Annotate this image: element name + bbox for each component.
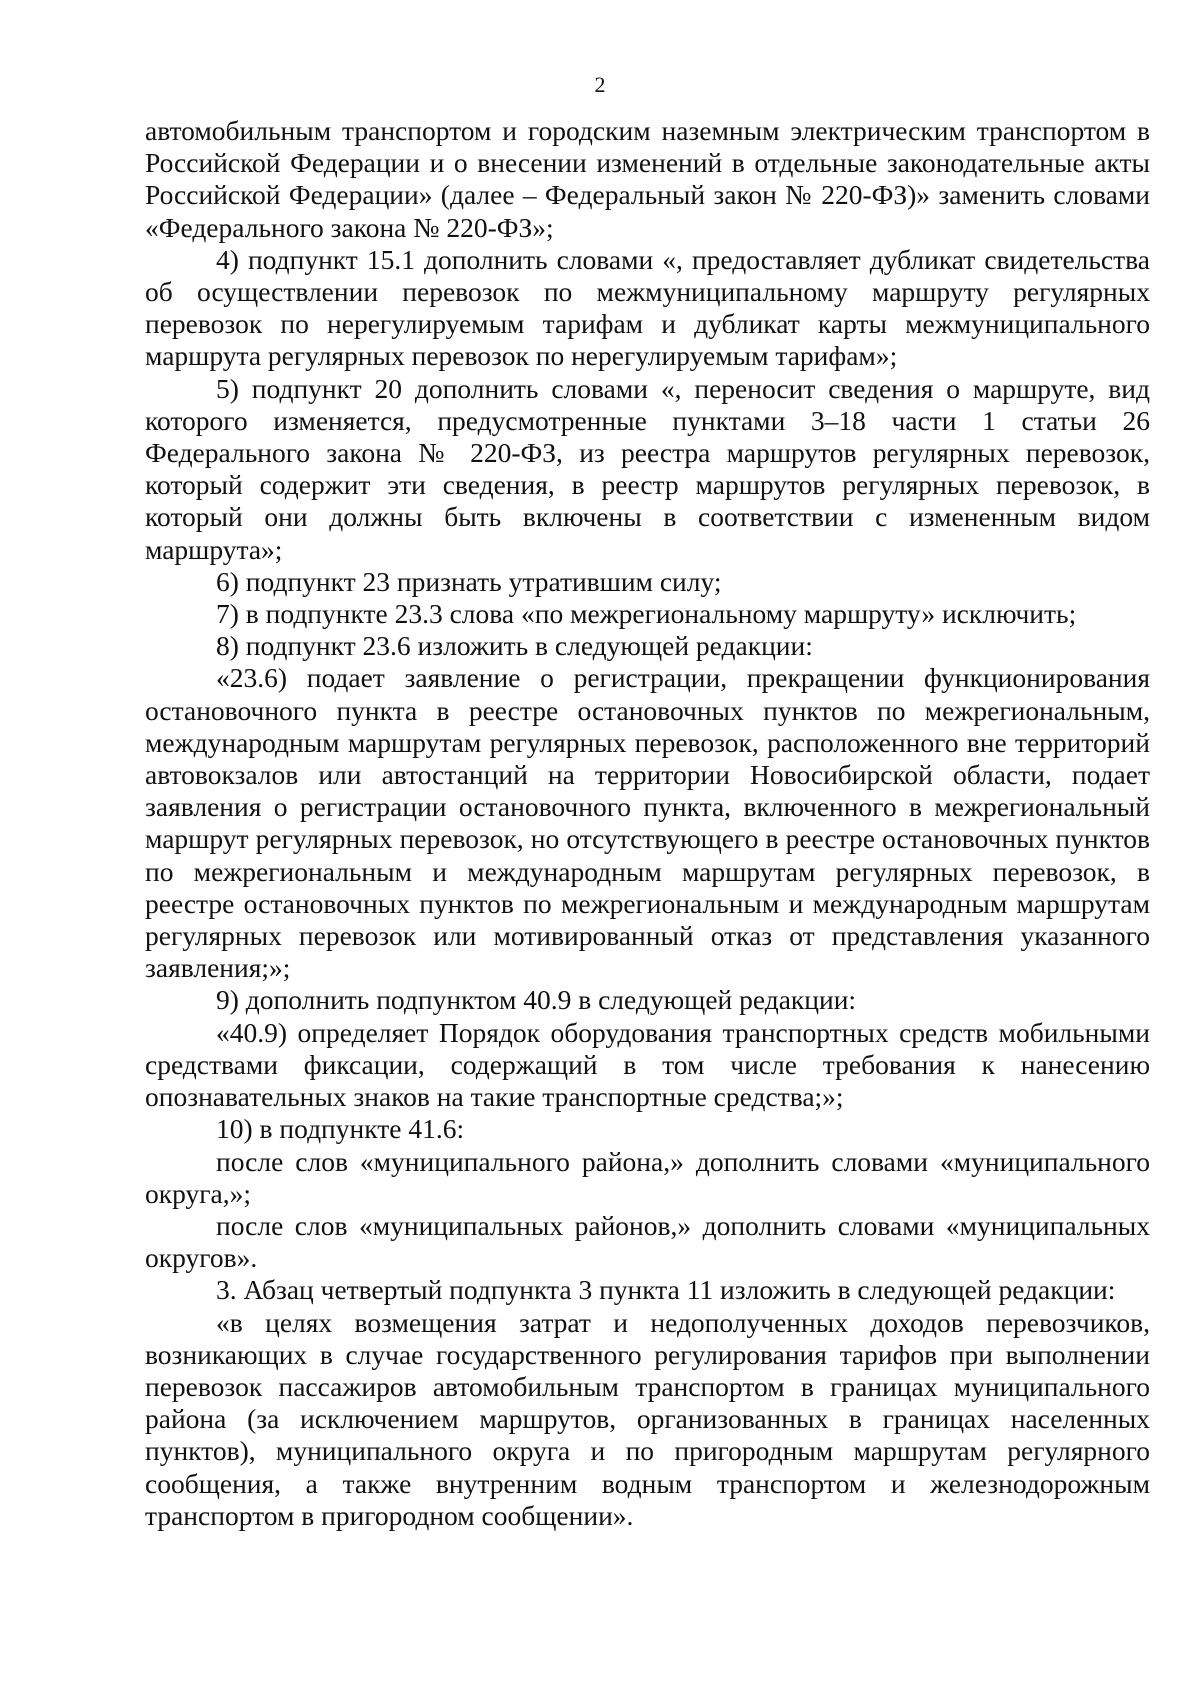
- paragraph: 7) в подпункте 23.3 слова «по межрегиональному маршруту» исключить;: [216, 598, 1077, 630]
- paragraph: 5) подпункт 20 дополнить словами «, переносит сведения о маршруте, вид которого изменяется, предусмотренные пунктами 3–18 части 1 статьи 26 Федерального закона № 220-ФЗ, из реестра маршрутов регулярных перевозок, который содержит эти сведения, в реестр маршрутов регулярных перевозок, в который они должны быть включены в соответствии с измененным видом маршрута»;: [145, 372, 1150, 565]
- paragraph: 8) подпункт 23.6 изложить в следующей редакции:: [216, 630, 813, 662]
- paragraph: 10) в подпункте 41.6:: [216, 1113, 465, 1145]
- paragraph: «в целях возмещения затрат и недополученных доходов перевозчиков, возникающих в случае государственного регулирования тарифов при выполнении перевозок пассажиров автомобильным транспортом в границах муниципального района (за исключением маршрутов, организованных в границах населенных пунктов), муниципального округа и по пригородным маршрутам регулярного сообщения, а также внутренним водным транспортом и железнодорожным транспортом в пригородном сообщении».: [145, 1306, 1150, 1531]
- page-number: 2: [594, 72, 606, 97]
- paragraph: 9) дополнить подпунктом 40.9 в следующей редакции:: [216, 984, 857, 1016]
- paragraph: 4) подпункт 15.1 дополнить словами «, предоставляет дубликат свидетельства об осуществлении перевозок по межмуниципальному маршруту регулярных перевозок по нерегулируемым тарифам и дубликат карты межмуниципального маршрута регулярных перевозок по нерегулируемым тарифам»;: [145, 243, 1150, 372]
- paragraph: автомобильным транспортом и городским наземным электрическим транспортом в Российской Федерации и о внесении изменений в отдельные законодательные акты Российской Федерации» (далее – Федеральный закон № 220-ФЗ)» заменить словами «Федерального закона № 220-ФЗ»;: [145, 115, 1150, 243]
- paragraph: 3. Абзац четвертый подпункта 3 пункта 11 изложить в следующей редакции:: [216, 1274, 1116, 1306]
- paragraph: «40.9) определяет Порядок оборудования транспортных средств мобильными средствами фиксации, содержащий в том числе требования к нанесению опознавательных знаков на такие транспортные средства;»;: [145, 1016, 1150, 1113]
- paragraph: после слов «муниципальных районов,» дополнить словами «муниципальных округов».: [145, 1209, 1150, 1274]
- document-body: [145, 115, 1150, 1532]
- paragraph: после слов «муниципального района,» дополнить словами «муниципального округа,»;: [145, 1145, 1150, 1209]
- paragraph: 6) подпункт 23 признать утратившим силу;: [216, 565, 722, 597]
- paragraph: «23.6) подает заявление о регистрации, прекращении функционирования остановочного пункта в реестре остановочных пунктов по межрегиональным, международным маршрутам регулярных перевозок, расположенного вне территорий автовокзалов или автостанций на территории Новосибирской области, подает заявления о регистрации остановочного пункта, включенного в межрегиональный маршрут регулярных перевозок, но отсутствующего в реестре остановочных пунктов по межрегиональным и международным маршрутам регулярных перевозок, в реестре остановочных пунктов по межрегиональным и международным маршрутам регулярных перевозок или мотивированный отказ от представления указанного заявления;»;: [145, 662, 1150, 984]
